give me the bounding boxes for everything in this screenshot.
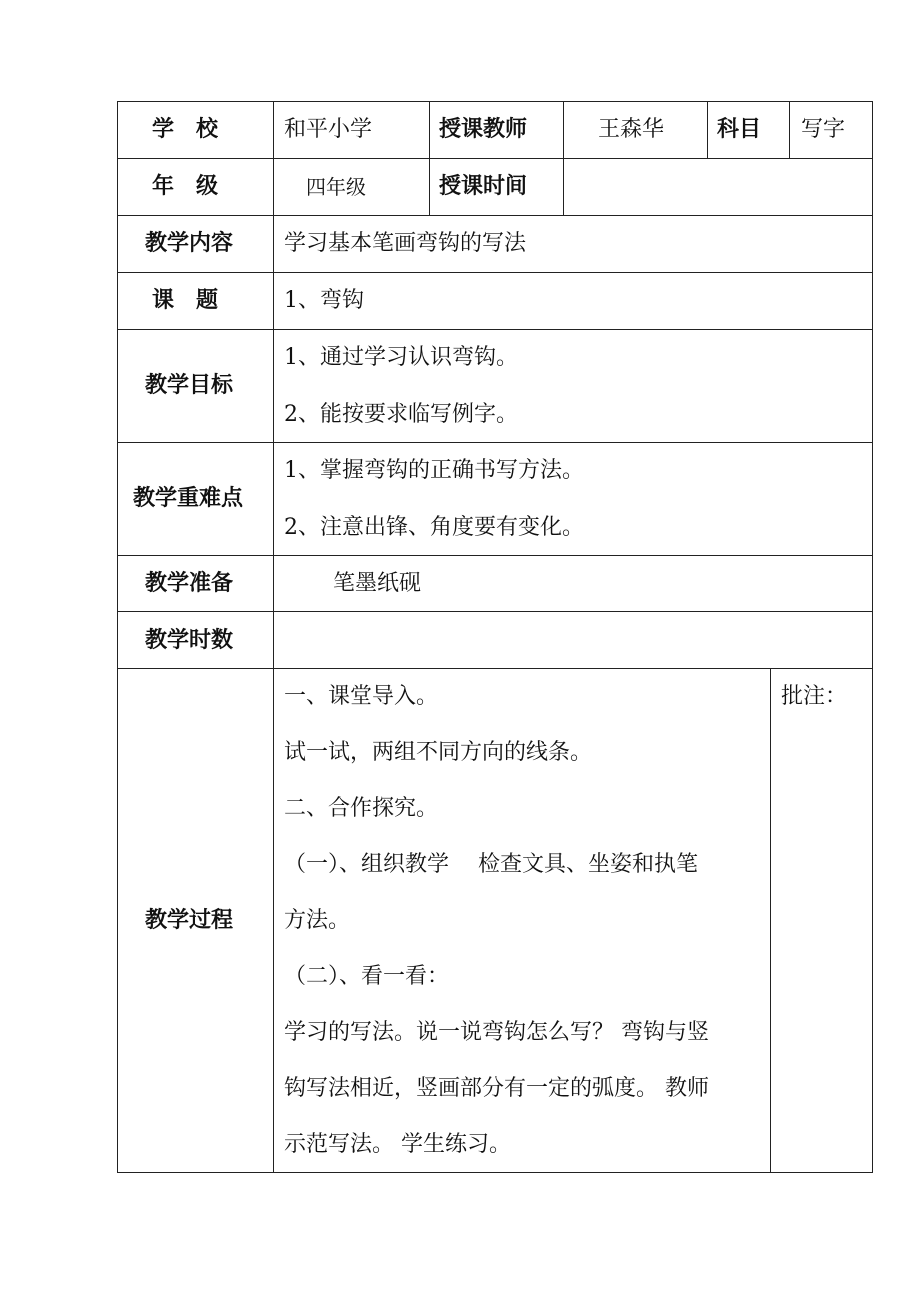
- goals-label: 教学目标: [145, 373, 234, 398]
- process-line: 方法。: [284, 908, 351, 933]
- process-line: 示范写法。 学生练习。: [284, 1132, 511, 1157]
- goal-item: 2、能按要求临写例字。: [284, 402, 518, 427]
- prep-label: 教学准备: [145, 571, 234, 596]
- grade-label: 年 级: [152, 174, 219, 199]
- subject-label: 科目: [717, 117, 762, 142]
- content-label: 教学内容: [145, 231, 234, 256]
- topic-label: 课 题: [152, 288, 219, 313]
- topic-value: 1、弯钩: [284, 288, 364, 313]
- key-point-item: 2、注意出锋、角度要有变化。: [284, 515, 584, 540]
- goal-item: 1、通过学习认识弯钩。: [284, 345, 518, 370]
- teacher-label: 授课教师: [439, 117, 528, 142]
- school-value: 和平小学: [284, 117, 373, 142]
- grade-value: 四年级: [306, 175, 366, 199]
- process-line: 一、课堂导入。: [284, 684, 439, 709]
- process-line: 二、合作探究。: [284, 796, 439, 821]
- hours-label: 教学时数: [145, 628, 234, 653]
- key-points-label: 教学重难点: [133, 486, 244, 511]
- school-label: 学 校: [152, 117, 219, 142]
- subject-value: 写字: [801, 117, 846, 142]
- process-line: （二）、看一看：: [284, 964, 450, 989]
- prep-value: 笔墨纸砚: [333, 571, 422, 596]
- teacher-value: 王森华: [598, 117, 665, 142]
- notes-label: 批注：: [781, 684, 848, 709]
- process-line: 试一试，两组不同方向的线条。: [284, 740, 593, 765]
- process-label: 教学过程: [145, 908, 234, 933]
- content-value: 学习基本笔画弯钩的写法: [284, 231, 527, 256]
- class-time-label: 授课时间: [439, 174, 528, 199]
- key-point-item: 1、掌握弯钩的正确书写方法。: [284, 458, 584, 483]
- process-line: 钩写法相近，竖画部分有一定的弧度。 教师: [284, 1076, 709, 1101]
- process-line: 学习的写法。说一说弯钩怎么写？ 弯钩与竖: [284, 1020, 709, 1045]
- process-line: （一）、组织教学 检查文具、坐姿和执笔: [284, 852, 698, 877]
